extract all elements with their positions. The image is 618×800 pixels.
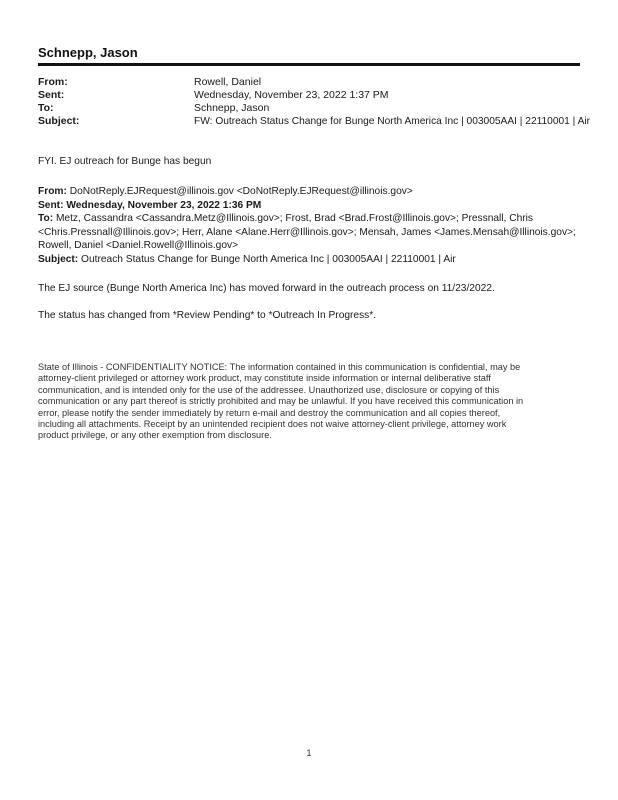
notice-line: including all attachments. Receipt by an unintended recipient does not waive attorney-client privilege, attorney work (38, 419, 507, 430)
header-divider (38, 63, 580, 66)
forwarded-subject-line (38, 253, 583, 267)
header-to-value: Schnepp, Jason (194, 102, 270, 114)
notice-line: attorney-client privileged or attorney work product, may constitute inside information or internal deliberative staff (38, 373, 491, 384)
forwarded-to-label: To: (38, 213, 54, 224)
message-line-2: The status has changed from *Review Pending* to *Outreach In Progress*. (38, 310, 377, 321)
page-number: 1 (306, 748, 312, 758)
forwarded-sent-label: Sent: (38, 199, 64, 211)
message-line-1: The EJ source (Bunge North America Inc) has moved forward in the outreach process on 11/23/2022. (38, 283, 495, 294)
confidentiality-notice (38, 362, 578, 442)
notice-line: State of Illinois - CONFIDENTIALITY NOTICE: The information contained in this communication is confidential, may be (38, 362, 521, 372)
header-from-label: From: (38, 76, 68, 88)
forwarded-to-value-1: Metz, Cassandra <Cassandra.Metz@Illinois.gov>; Frost, Brad <Brad.Frost@Illinois.gov>; Pressnall, Chris (55, 213, 533, 224)
notice-line: error, please notify the sender immediately by return e-mail and destroy the communication and all copies thereof, (38, 407, 501, 418)
intro-text: FYI. EJ outreach for Bunge has begun (38, 156, 212, 167)
forwarded-header (38, 185, 583, 266)
forwarded-to-line-2: <Chris.Pressnall@Illinois.gov>; Herr, Alane <Alane.Herr@Illinois.gov>; Mensah, James <James.Mensah@Illinois.gov>; (38, 226, 576, 238)
header-subject-label: Subject: (38, 115, 80, 127)
forwarded-sent-line (38, 199, 583, 213)
forwarded-subject-value: Outreach Status Change for Bunge North America Inc | 003005AAI | 22110001 | Air (81, 253, 456, 265)
forwarded-from-value: DoNotReply.EJRequest@illinois.gov <DoNotReply.EJRequest@illinois.gov> (69, 186, 413, 197)
header-sent-label: Sent: (38, 89, 65, 101)
forwarded-from-label: From: (38, 186, 67, 197)
forwarded-from-line (38, 185, 583, 199)
forwarded-subject-label: Subject: (38, 253, 79, 265)
notice-line: communication or any part thereof is strictly prohibited and may be unlawful. If you have received this communication in (38, 396, 524, 407)
header-sent-value: Wednesday, November 23, 2022 1:37 PM (194, 89, 389, 101)
forwarded-to-line-3: Rowell, Daniel <Daniel.Rowell@Illinois.gov> (38, 240, 239, 251)
notice-line: communication, and is intended only for the use of the addressee. Unauthorized use, disclosure or copying of this (38, 384, 500, 395)
header-subject-value: FW: Outreach Status Change for Bunge North America Inc | 003005AAI | 22110001 | Air (194, 116, 591, 127)
email-owner-name: Schnepp, Jason (38, 45, 138, 60)
header-from-value: Rowell, Daniel (194, 76, 262, 88)
forwarded-to-line (38, 212, 583, 226)
header-to-label: To: (38, 102, 54, 114)
forwarded-sent-value: Wednesday, November 23, 2022 1:36 PM (66, 199, 262, 211)
notice-line: product privilege, or any other exemption from disclosure. (38, 430, 272, 441)
